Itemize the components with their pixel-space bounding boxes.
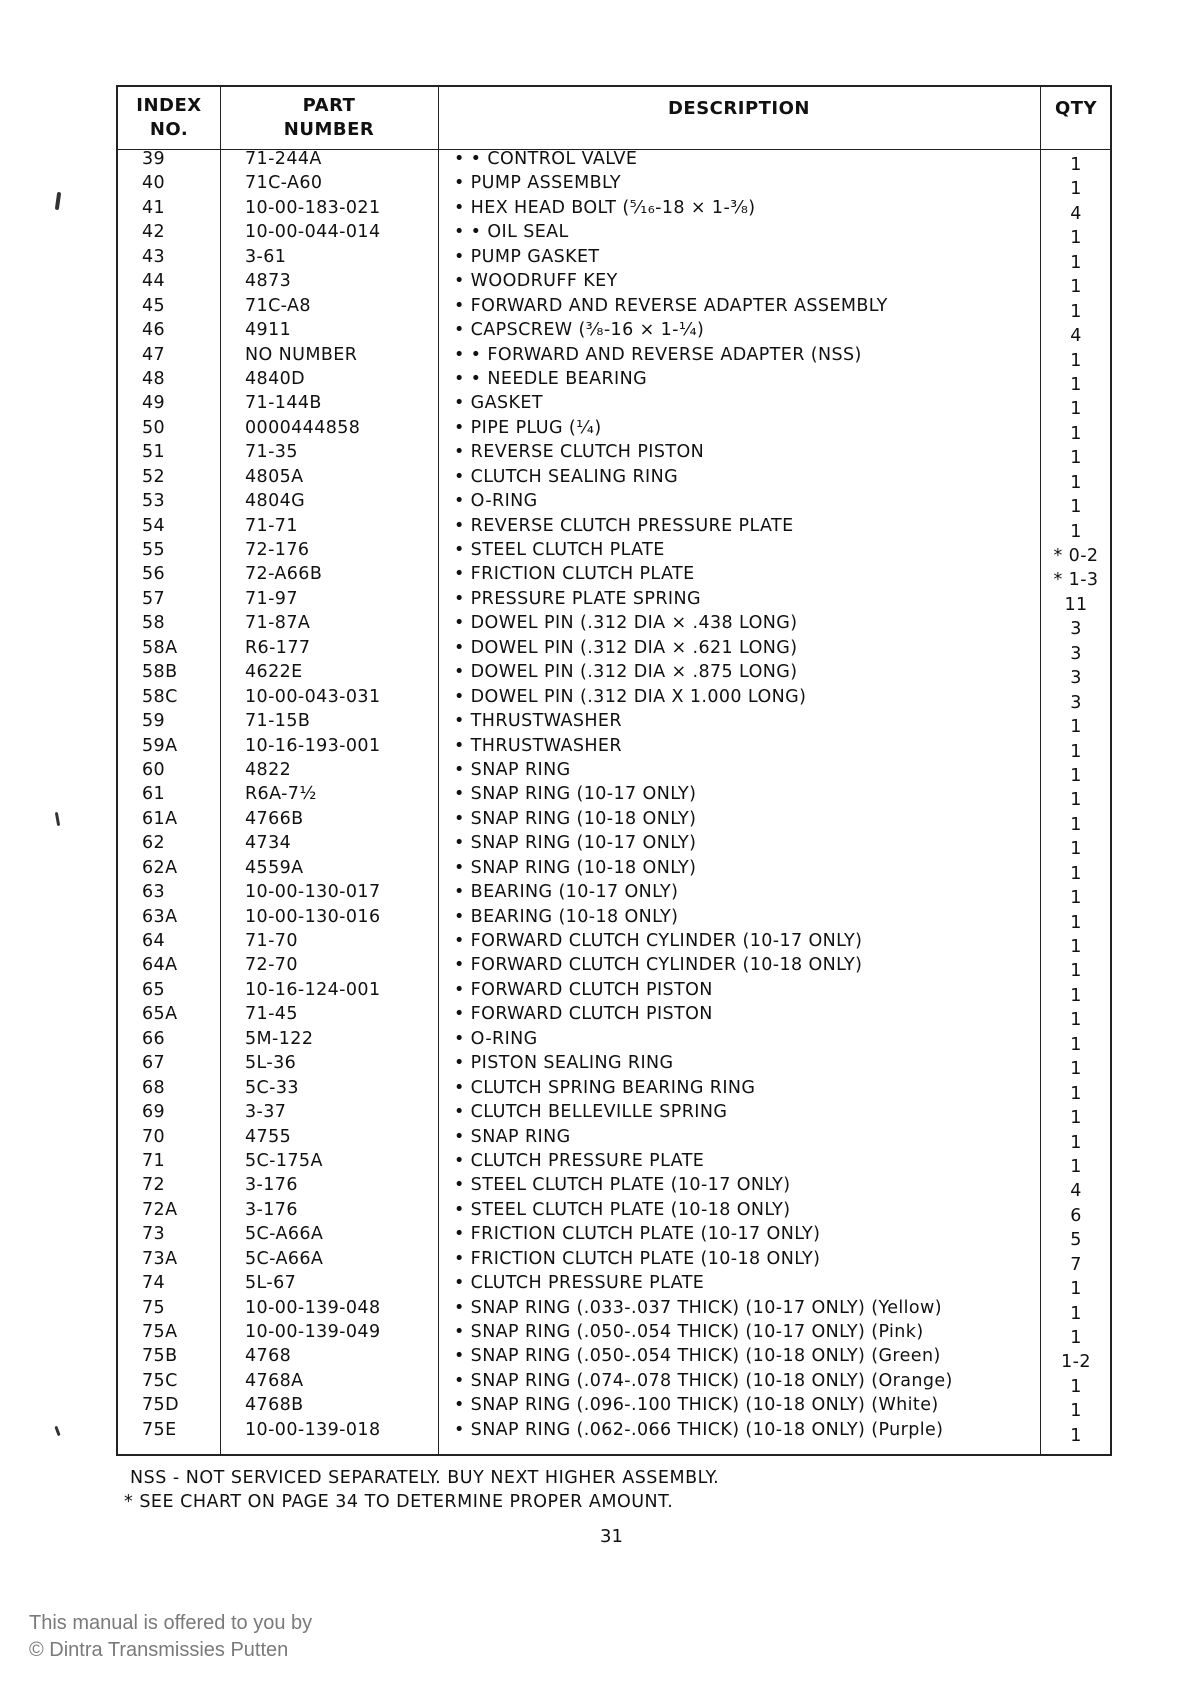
index-cell: 75 (142, 1297, 166, 1318)
table-row (118, 1247, 1110, 1275)
table-row (118, 1271, 1110, 1300)
description-cell: • FRICTION CLUTCH PLATE (454, 564, 695, 585)
part-number-cell: 10-00-139-048 (245, 1297, 381, 1318)
description-cell: • SNAP RING (.074-.078 THICK) (10-18 ONLY) (Orange) (454, 1370, 953, 1391)
part-number-cell: 71-144B (245, 393, 322, 414)
part-number-cell: 10-00-139-049 (245, 1322, 381, 1342)
description-cell: • WOODRUFF KEY (454, 271, 618, 292)
qty-cell: 1 (1070, 937, 1082, 957)
index-cell: 46 (142, 320, 166, 341)
qty-cell: 3 (1070, 692, 1082, 713)
parts-table (116, 85, 1112, 1456)
index-cell: 73 (142, 1224, 166, 1245)
part-number-cell: 10-00-130-017 (245, 882, 381, 903)
qty-cell: 1 (1070, 1132, 1082, 1153)
table-row (118, 1125, 1110, 1153)
index-cell: 62 (142, 833, 166, 854)
qty-cell: 1 (1070, 1279, 1082, 1300)
part-number-cell: R6-177 (245, 637, 311, 658)
part-number-cell: 10-00-139-018 (245, 1419, 381, 1440)
description-cell: • • OIL SEAL (454, 222, 569, 243)
page-number: 31 (600, 1526, 623, 1547)
description-cell: • STEEL CLUTCH PLATE (10-18 ONLY) (454, 1199, 791, 1220)
table-row (118, 391, 1110, 420)
index-cell: 48 (142, 368, 166, 389)
index-cell: 74 (142, 1273, 166, 1294)
part-number-cell: 4873 (245, 271, 292, 292)
description-cell: • SNAP RING (10-18 ONLY) (454, 857, 697, 878)
part-number-cell: 4911 (245, 320, 292, 341)
table-row (118, 220, 1110, 249)
index-cell: 58A (142, 637, 178, 658)
table-body (118, 147, 1110, 1446)
table-row (118, 953, 1110, 982)
table-row (118, 1002, 1110, 1031)
qty-cell: 1 (1070, 1010, 1082, 1031)
qty-cell: 4 (1070, 203, 1082, 224)
part-number-cell: 4559A (245, 857, 304, 878)
table-row (118, 1369, 1110, 1397)
description-cell: • O-RING (454, 1028, 538, 1049)
table-row (118, 709, 1110, 738)
qty-cell: 1 (1070, 350, 1082, 371)
table-row (118, 1222, 1110, 1251)
index-cell: 64 (142, 931, 166, 951)
part-number-cell: 72-176 (245, 540, 310, 560)
part-number-cell: 71-15B (245, 711, 311, 732)
index-cell: 75D (142, 1395, 179, 1416)
index-cell: 61A (142, 808, 178, 829)
description-cell: • FORWARD CLUTCH CYLINDER (10-17 ONLY) (454, 931, 863, 951)
index-cell: 63 (142, 882, 166, 903)
description-cell: • REVERSE CLUTCH PISTON (454, 442, 705, 463)
header-text: PART (302, 95, 356, 116)
description-cell: • THRUSTWASHER (454, 711, 622, 732)
footnote-nss: NSS - NOT SERVICED SEPARATELY. BUY NEXT HIGHER ASSEMBLY. (130, 1468, 720, 1488)
index-cell: 42 (142, 222, 166, 243)
part-number-cell: 71-35 (245, 442, 298, 463)
description-cell: • SNAP RING (.050-.054 THICK) (10-18 ONLY) (Green) (454, 1346, 941, 1367)
table-row (118, 880, 1110, 909)
table-row (118, 905, 1110, 933)
qty-cell: 1 (1070, 839, 1082, 860)
part-number-cell: 3-176 (245, 1175, 298, 1196)
qty-cell: 1 (1070, 961, 1082, 982)
description-cell: • FRICTION CLUTCH PLATE (10-18 ONLY) (454, 1248, 821, 1269)
table-row (118, 1149, 1110, 1177)
index-cell: 68 (142, 1077, 166, 1098)
qty-cell: 3 (1070, 643, 1082, 664)
table-row (118, 1173, 1110, 1202)
description-cell: • BEARING (10-17 ONLY) (454, 882, 679, 903)
margin-mark (55, 812, 60, 826)
table-row (118, 929, 1110, 957)
qty-cell: 6 (1070, 1205, 1082, 1226)
part-number-cell: NO NUMBER (245, 344, 358, 365)
header-index-no (118, 87, 220, 149)
part-number-cell: 4768A (245, 1370, 304, 1391)
description-cell: • O-RING (454, 491, 538, 512)
description-cell: • PISTON SEALING RING (454, 1053, 674, 1074)
part-number-cell: 5C-33 (245, 1077, 299, 1098)
index-cell: 41 (142, 197, 166, 218)
index-cell: 50 (142, 417, 166, 438)
qty-cell: * 1-3 (1053, 570, 1099, 591)
table-row (118, 587, 1110, 615)
qty-cell: 1 (1070, 912, 1082, 933)
table-row (118, 269, 1110, 298)
table-row (118, 1198, 1110, 1226)
part-number-cell: 4822 (245, 759, 292, 780)
part-number-cell: 72-A66B (245, 564, 323, 585)
index-cell: 72A (142, 1199, 178, 1220)
qty-cell: 3 (1070, 668, 1082, 689)
table-row (118, 245, 1110, 273)
qty-cell: 1 (1070, 374, 1082, 395)
index-cell: 59 (142, 711, 166, 732)
table-row (118, 856, 1110, 884)
part-number-cell: 5L-36 (245, 1053, 297, 1074)
header-text: NUMBER (283, 119, 375, 140)
header-qty: QTY (1054, 98, 1098, 119)
description-cell: • FRICTION CLUTCH PLATE (10-17 ONLY) (454, 1224, 821, 1245)
table-row (118, 343, 1110, 371)
qty-cell: 1 (1070, 497, 1082, 518)
qty-cell: 1 (1070, 1156, 1082, 1177)
qty-cell: 1 (1070, 179, 1082, 200)
index-cell: 55 (142, 540, 166, 560)
qty-cell: 1 (1070, 1083, 1082, 1104)
description-cell: • STEEL CLUTCH PLATE (454, 540, 665, 560)
part-number-cell: 0000444858 (245, 417, 361, 438)
index-cell: 73A (142, 1248, 178, 1269)
part-number-cell: 5M-122 (245, 1028, 314, 1049)
description-cell: • CLUTCH BELLEVILLE SPRING (454, 1102, 728, 1123)
qty-cell: 1 (1070, 1034, 1082, 1055)
index-cell: 58C (142, 686, 178, 707)
part-number-cell: 4622E (245, 662, 303, 683)
table-row (118, 782, 1110, 811)
description-cell: • SNAP RING (454, 1126, 571, 1147)
qty-cell: 1 (1070, 1059, 1082, 1080)
qty-cell: 5 (1070, 1230, 1082, 1251)
part-number-cell: 4840D (245, 368, 306, 389)
description-cell: • FORWARD CLUTCH PISTON (454, 979, 713, 1000)
index-cell: 52 (142, 466, 166, 487)
qty-cell: 1 (1070, 301, 1082, 322)
qty-cell: 1 (1070, 888, 1082, 909)
table-row (118, 196, 1110, 224)
margin-mark (54, 1426, 60, 1436)
description-cell: • THRUSTWASHER (454, 735, 622, 756)
table-row (118, 758, 1110, 786)
credit-line-2: © Dintra Transmissies Putten (29, 1639, 289, 1661)
qty-cell: 1 (1070, 1108, 1082, 1129)
qty-cell: 1 (1070, 717, 1082, 738)
table-row (118, 1296, 1110, 1324)
part-number-cell: 71C-A60 (245, 173, 323, 194)
qty-cell: 1 (1070, 790, 1082, 811)
description-cell: • DOWEL PIN (.312 DIA X 1.000 LONG) (454, 686, 807, 707)
index-cell: 75C (142, 1370, 178, 1391)
part-number-cell: 4805A (245, 466, 304, 487)
index-cell: 56 (142, 564, 166, 585)
header-text: INDEX (136, 95, 202, 116)
description-cell: • SNAP RING (10-18 ONLY) (454, 808, 697, 829)
index-cell: 44 (142, 271, 166, 292)
description-cell: • SNAP RING (.062-.066 THICK) (10-18 ONLY) (Purple) (454, 1419, 944, 1440)
table-row (118, 978, 1110, 1006)
table-row (118, 1418, 1110, 1446)
qty-cell: 4 (1070, 1181, 1082, 1202)
part-number-cell: 4734 (245, 833, 292, 854)
qty-cell: 1 (1070, 1303, 1082, 1324)
part-number-cell: 3-37 (245, 1102, 287, 1123)
footnote-chart: * SEE CHART ON PAGE 34 TO DETERMINE PROPER AMOUNT. (124, 1492, 674, 1512)
description-cell: • SNAP RING (10-17 ONLY) (454, 833, 697, 854)
index-cell: 65 (142, 979, 166, 1000)
description-cell: • PIPE PLUG (¹⁄₄) (454, 417, 602, 438)
qty-cell: 1 (1070, 1401, 1082, 1422)
description-cell: • CAPSCREW (³⁄₈-16 × 1-¹⁄₄) (454, 320, 705, 341)
description-cell: • BEARING (10-18 ONLY) (454, 906, 679, 927)
description-cell: • CLUTCH SPRING BEARING RING (454, 1077, 756, 1098)
qty-cell: 1 (1070, 814, 1082, 835)
qty-cell: 1 (1070, 399, 1082, 420)
description-cell: • DOWEL PIN (.312 DIA × .875 LONG) (454, 662, 798, 683)
index-cell: 69 (142, 1102, 166, 1123)
description-cell: • FORWARD CLUTCH CYLINDER (10-18 ONLY) (454, 955, 863, 976)
description-cell: • REVERSE CLUTCH PRESSURE PLATE (454, 515, 794, 536)
part-number-cell: 4804G (245, 491, 306, 512)
index-cell: 63A (142, 906, 178, 927)
index-cell: 65A (142, 1004, 178, 1025)
qty-cell: 1 (1070, 863, 1082, 884)
description-cell: • CLUTCH SEALING RING (454, 466, 679, 487)
part-number-cell: 71-87A (245, 613, 311, 634)
header-description: DESCRIPTION (667, 98, 810, 119)
part-number-cell: 4768B (245, 1395, 304, 1416)
index-cell: 47 (142, 344, 166, 365)
part-number-cell: 5C-175A (245, 1150, 323, 1171)
qty-cell: * 0-2 (1053, 546, 1099, 566)
index-cell: 61 (142, 784, 166, 805)
description-cell: • HEX HEAD BOLT (⁵⁄₁₆-18 × 1-³⁄₈) (454, 197, 756, 218)
index-cell: 75B (142, 1346, 178, 1367)
index-cell: 75E (142, 1419, 177, 1440)
table-row (118, 1100, 1110, 1129)
qty-cell: 1 (1070, 521, 1082, 542)
table-row (118, 1344, 1110, 1373)
table-row (118, 538, 1110, 566)
part-number-cell: 3-61 (245, 246, 287, 267)
description-cell: • FORWARD AND REVERSE ADAPTER ASSEMBLY (454, 295, 888, 316)
index-cell: 49 (142, 393, 166, 414)
table-row (118, 1320, 1110, 1348)
part-number-cell: 4755 (245, 1126, 292, 1147)
qty-cell: 1 (1070, 1376, 1082, 1397)
index-cell: 54 (142, 515, 166, 536)
table-row (118, 734, 1110, 762)
qty-cell: 1 (1070, 228, 1082, 249)
qty-cell: 1-2 (1061, 1352, 1091, 1373)
credit-line-1: This manual is offered to you by (29, 1612, 313, 1634)
table-row (118, 685, 1110, 713)
header-part-number (220, 87, 438, 149)
description-cell: • FORWARD CLUTCH PISTON (454, 1004, 713, 1025)
part-number-cell: 10-00-183-021 (245, 197, 381, 218)
part-number-cell: 71-70 (245, 931, 298, 951)
index-cell: 62A (142, 857, 178, 878)
description-cell: • DOWEL PIN (.312 DIA × .621 LONG) (454, 637, 798, 658)
qty-cell: 11 (1064, 594, 1088, 615)
part-number-cell: 71-244A (245, 149, 322, 169)
description-cell: • PUMP GASKET (454, 246, 600, 267)
part-number-cell: 10-16-124-001 (245, 979, 381, 1000)
index-cell: 59A (142, 735, 178, 756)
table-row (118, 416, 1110, 444)
part-number-cell: 3-176 (245, 1199, 298, 1220)
part-number-cell: 10-00-043-031 (245, 686, 381, 707)
qty-cell: 1 (1070, 741, 1082, 762)
index-cell: 60 (142, 759, 166, 780)
index-cell: 57 (142, 588, 166, 609)
part-number-cell: 72-70 (245, 955, 298, 976)
table-row (118, 660, 1110, 689)
qty-cell: 1 (1070, 423, 1082, 444)
qty-cell: 1 (1070, 985, 1082, 1006)
table-row (118, 489, 1110, 518)
part-number-cell: 10-00-130-016 (245, 906, 381, 927)
part-number-cell: 4768 (245, 1346, 292, 1367)
description-cell: • CLUTCH PRESSURE PLATE (454, 1273, 705, 1294)
table-row (118, 1393, 1110, 1422)
table-row (118, 1051, 1110, 1080)
index-cell: 64A (142, 955, 178, 976)
description-cell: • • CONTROL VALVE (454, 149, 638, 169)
part-number-cell: R6A-7½ (245, 784, 317, 805)
table-row (118, 807, 1110, 835)
description-cell: • • FORWARD AND REVERSE ADAPTER (NSS) (454, 344, 862, 365)
index-cell: 58B (142, 662, 178, 683)
description-cell: • SNAP RING (10-17 ONLY) (454, 784, 697, 805)
part-number-cell: 71-97 (245, 588, 298, 609)
table-row (118, 294, 1110, 322)
index-cell: 39 (142, 149, 166, 169)
table-row (118, 367, 1110, 395)
qty-cell: 1 (1070, 448, 1082, 469)
header-text: NO. (149, 119, 189, 140)
qty-cell: 1 (1070, 155, 1082, 175)
part-number-cell: 10-16-193-001 (245, 735, 381, 756)
part-number-cell: 10-00-044-014 (245, 222, 381, 243)
index-cell: 53 (142, 491, 166, 512)
table-row (118, 465, 1110, 493)
index-cell: 58 (142, 613, 166, 634)
qty-cell: 4 (1070, 326, 1082, 347)
table-row (118, 147, 1110, 175)
table-row (118, 562, 1110, 591)
description-cell: • SNAP RING (454, 759, 571, 780)
description-cell: • STEEL CLUTCH PLATE (10-17 ONLY) (454, 1175, 791, 1196)
qty-cell: 1 (1070, 1328, 1082, 1348)
description-cell: • GASKET (454, 393, 543, 414)
description-cell: • SNAP RING (.050-.054 THICK) (10-17 ONLY) (Pink) (454, 1322, 924, 1342)
table-row (118, 1076, 1110, 1104)
qty-cell: 3 (1070, 619, 1082, 640)
table-row (118, 831, 1110, 860)
qty-cell: 1 (1070, 472, 1082, 493)
table-row (118, 611, 1110, 640)
part-number-cell: 5C-A66A (245, 1248, 324, 1269)
qty-cell: 1 (1070, 1425, 1082, 1446)
part-number-cell: 71-45 (245, 1004, 298, 1025)
qty-cell: 1 (1070, 277, 1082, 298)
table-row (118, 514, 1110, 542)
part-number-cell: 71C-A8 (245, 295, 311, 316)
description-cell: • • NEEDLE BEARING (454, 368, 648, 389)
index-cell: 71 (142, 1150, 166, 1171)
part-number-cell: 5C-A66A (245, 1224, 324, 1245)
description-cell: • CLUTCH PRESSURE PLATE (454, 1150, 705, 1171)
table-row (118, 636, 1110, 664)
table-row (118, 318, 1110, 347)
qty-cell: 1 (1070, 765, 1082, 786)
index-cell: 75A (142, 1322, 178, 1342)
index-cell: 43 (142, 246, 166, 267)
margin-mark (55, 192, 61, 210)
description-cell: • SNAP RING (.033-.037 THICK) (10-17 ONLY) (Yellow) (454, 1297, 942, 1318)
index-cell: 70 (142, 1126, 166, 1147)
qty-cell: 1 (1070, 252, 1082, 273)
table-row (118, 440, 1110, 469)
index-cell: 40 (142, 173, 166, 194)
description-cell: • PRESSURE PLATE SPRING (454, 588, 701, 609)
qty-cell: 7 (1070, 1254, 1082, 1275)
description-cell: • PUMP ASSEMBLY (454, 173, 621, 194)
index-cell: 66 (142, 1028, 166, 1049)
part-number-cell: 4766B (245, 808, 304, 829)
index-cell: 51 (142, 442, 166, 463)
part-number-cell: 71-71 (245, 515, 298, 536)
description-cell: • SNAP RING (.096-.100 THICK) (10-18 ONLY) (White) (454, 1395, 939, 1416)
part-number-cell: 5L-67 (245, 1273, 297, 1294)
table-row (118, 1027, 1110, 1055)
index-cell: 67 (142, 1053, 166, 1074)
index-cell: 45 (142, 295, 166, 316)
index-cell: 72 (142, 1175, 166, 1196)
description-cell: • DOWEL PIN (.312 DIA × .438 LONG) (454, 613, 798, 634)
table-row (118, 171, 1110, 200)
